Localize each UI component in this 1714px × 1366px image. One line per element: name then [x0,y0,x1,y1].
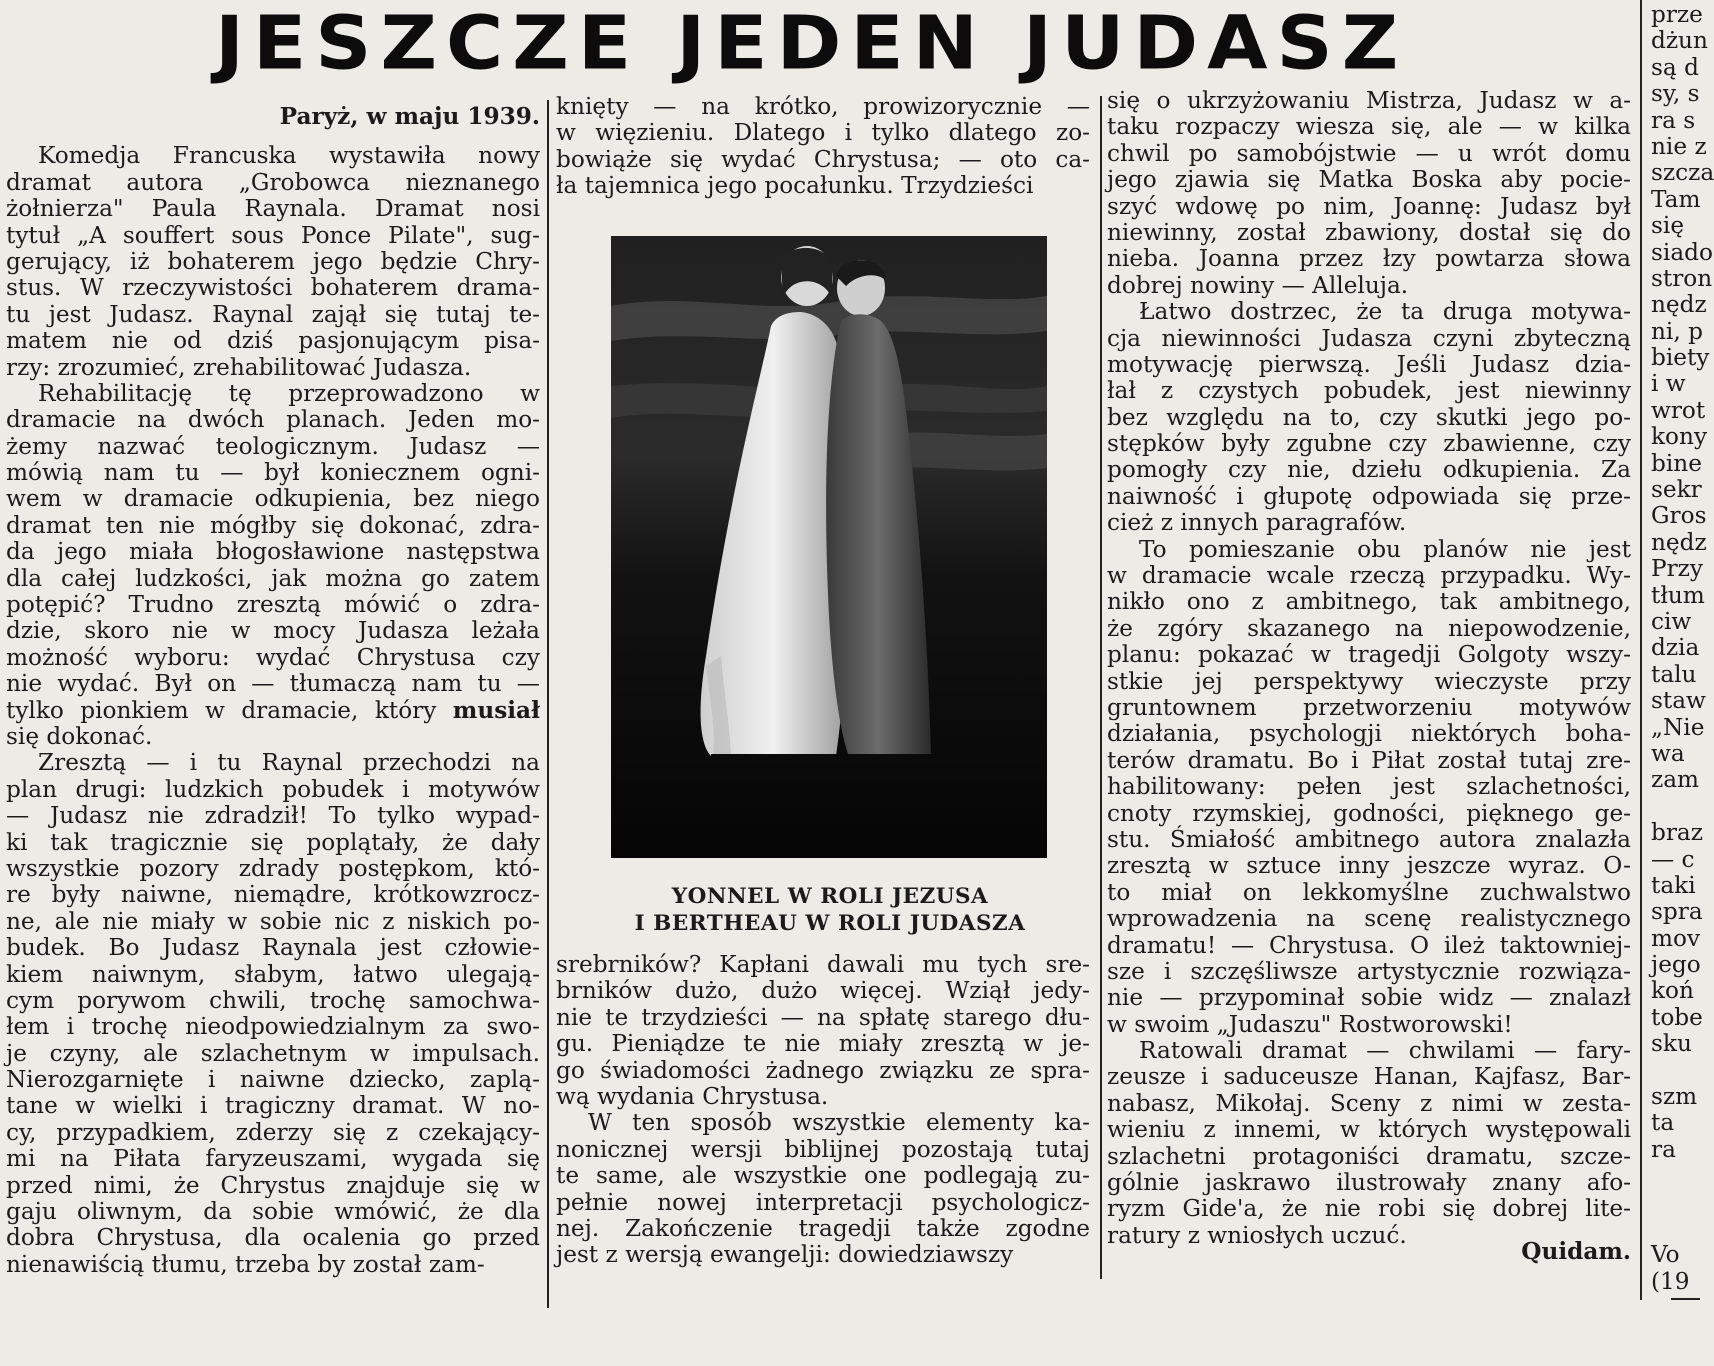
text-line: tłum [1651,581,1705,609]
text-line: gerujący, iż bohaterem jego będzie Chry- [6,247,540,275]
text-line: stkie jej perspektywy wieczyste przy [1107,667,1631,695]
headline: JESZCZE JEDEN JUDASZ [215,0,1408,87]
text-line: to miał on lekkomyślne zuchwalstwo [1107,878,1631,906]
text-line: nędz [1651,291,1707,319]
text-line: kony [1651,423,1708,451]
text-line: ne, ale nie miały w sobie nic z niskich po- [6,907,540,935]
text-line: szm [1651,1083,1698,1111]
text-line: się dokonać. [6,722,153,750]
text-line: tane w wielki i tragiczny dramat. W no- [6,1092,540,1120]
text-line: plan drugi: ludzkich pobudek i motywów [6,775,540,803]
text-line: sekr [1651,476,1702,504]
text-line: bine [1651,449,1702,477]
text-line: wą wydania Chrystusa. [556,1082,829,1110]
text-line: sy, s [1651,80,1700,108]
text-line: szcza [1651,159,1714,187]
text-line: wrot [1651,396,1706,424]
text-line: i w [1651,370,1686,398]
text-line: Gros [1651,502,1707,530]
text-line: pełnie nowej interpretacji psychologicz- [556,1188,1090,1216]
text-line: braz [1651,819,1703,847]
text-line: taku rozpaczy wiesza się, ale — w kilka [1107,113,1631,141]
text-line: matem nie od dziś pasjonującym pisa- [6,327,540,355]
text-line: nej. Zakończenie tragedji także zgodne [556,1214,1090,1242]
text-line: je czyny, ale szlachetnym w impulsach. [6,1039,540,1067]
text-line: ki tak tragicznie się poplątały, że dały [6,828,540,856]
text-line: się [1651,212,1685,240]
text-line: wa [1651,739,1685,767]
text-line: — c [1651,845,1695,873]
text-line: Zresztą — i tu Raynal przechodzi na [38,749,540,777]
text-line [1651,1190,1711,1216]
text-line: cnoty rzymskiej, godności, pięknego ge- [1107,799,1631,827]
text-line: działania, psychologji niektórych boha- [1107,720,1631,748]
text-line: jego zjawia się Matka Boska aby pocie- [1107,166,1631,194]
text-line: prze [1651,1,1703,28]
text-line: jego [1651,951,1701,979]
text-line: Tam [1651,185,1701,213]
text-line: nie wydać. Był on — tłumaczą nam tu — [6,670,540,698]
text-line: jest z wersją ewangelji: dowiedziawszy [556,1241,1014,1269]
stage-photo [611,236,1047,858]
text-line: stron [1651,264,1713,292]
column-end-rule [1671,1298,1700,1300]
article-column-2-top [556,94,1090,200]
text-line: te same, ale wszystkie one podlegają zu- [556,1162,1090,1190]
text-line [1651,1216,1711,1242]
text-line: Nierozgarnięte i naiwne dziecko, zaplą- [6,1066,540,1094]
text-line: rzy: zrozumieć, zrehabilitować Judasza. [6,353,472,381]
text-line: To pomieszanie obu planów nie jest [1139,535,1631,563]
text-line: gu. Pieniądze te nie miały zresztą w je- [556,1030,1090,1058]
text-line: nie te trzydzieści — na spłatę starego dłu- [556,1003,1090,1031]
article-column-2-bottom [556,952,1090,1269]
text-line: ryzm Gide'a, że nie robi się dobrej lite- [1107,1195,1631,1223]
text-line: mi na Piłata faryzeuszami, wygada się [6,1145,540,1173]
caption-line: I BERTHEAU W ROLI JUDASZA [634,911,1026,936]
text-line: przed nimi, że Chrystus znajduje się w [6,1171,540,1199]
text-line: Vo [1651,1241,1680,1269]
text-line: cym porywom chwili, trochę samochwa- [6,986,540,1014]
text-line: w swoim „Judaszu" Rostworowski! [1107,1010,1513,1038]
text-line: ciw [1651,607,1692,635]
text-line: srebrników? Kapłani dawali mu tych sre- [556,951,1090,978]
article-column-4-clipped [1651,1,1714,1295]
text-line: „Nie [1651,713,1705,741]
text-line: dramatu! — Chrystusa. O ileż taktowniej- [1107,931,1631,959]
text-line: nabasz, Mikołaj. Sceny z nimi w zesta- [1107,1089,1631,1117]
text-line: w więzieniu. Dlatego i tylko dlatego zo- [556,119,1090,147]
text-line: mov [1651,924,1701,952]
text-line: szlachetni protagoniści dramatu, szcze- [1107,1142,1631,1170]
text-line: bez względu na to, czy skutki jego po- [1107,403,1631,431]
photo-caption [590,883,1070,937]
text-line: knięty — na krótko, prowizorycznie — [556,93,1090,120]
text-line: są d [1651,53,1699,81]
text-line: potępić? Trudno zresztą mówić o zdra- [6,591,540,619]
text-line: łał z czystych pobudek, jest niewinny [1107,377,1631,405]
text-line: możność wyboru: wydać Chrystusa czy [6,643,540,671]
text-line: cy, przypadkiem, zderzy się z czekający- [6,1118,540,1146]
text-line: koń [1651,977,1694,1005]
text-line: dramat ten nie mógłby się dokonać, zdra- [6,511,540,539]
text-line: żołnierza" Paula Raynala. Dramat nosi [6,195,540,223]
text-line: dobrej nowiny — Alleluja. [1107,271,1409,299]
text-line: dobra Chrystusa, dla ocalenia go przed [6,1224,540,1252]
text-line: tylko pionkiem w dramacie, który musiał [6,696,540,724]
text-line: łem i trochę nieodpowiedzialnym za swo- [6,1013,540,1041]
text-line: habilitowany: pełen jest szlachetności, [1107,773,1631,801]
text-line: ra s [1651,106,1696,134]
text-line: zresztą w sztuce inny jeszcze wyraz. O- [1107,852,1631,880]
text-line: nieba. Joanna przez łzy powtarza słowa [1107,245,1631,273]
text-line: naiwność i głupotę odpowiada się prze- [1107,482,1631,510]
text-line: tytuł „A souffert sous Ponce Pilate", sug- [6,221,540,249]
text-line: tu jest Judasz. Raynal zajął się tutaj te- [6,300,540,328]
text-line: sku [1651,1030,1692,1058]
caption-line: YONNEL W ROLI JEZUSA [671,884,989,909]
text-line: Przy [1651,555,1704,583]
text-line: niewinny, został zbawiony, dostał się do [1107,218,1631,246]
text-line: dramat autora „Grobowca nieznanego [6,168,540,196]
text-line: nonicznej wersji biblijnej pozostają tutaj [556,1135,1090,1163]
text-line: budek. Bo Judasz Raynala jest człowie- [6,934,540,962]
text-line: Łatwo dostrzec, że ta druga motywa- [1139,298,1631,326]
text-line: siado [1651,238,1713,266]
text-line: zeusze i saduceusze Hanan, Kajfasz, Bar- [1107,1063,1631,1091]
text-line: wprowadzenia na scenę realistycznego [1107,905,1631,933]
text-line: terów dramatu. Bo i Piłat został tutaj zre- [1107,746,1631,774]
text-line: spra [1651,898,1703,926]
photo-illustration [611,236,1047,858]
text-line: stus. W rzeczywistości bohaterem drama- [6,274,540,302]
text-line: ra [1651,1135,1676,1163]
text-line: dzia [1651,634,1700,662]
text-line: gólnie jaskrawo ilustrowały znany afo- [1107,1169,1631,1197]
column-rule [547,100,549,1308]
text-line: dzie, skoro nie w mocy Judasza leżała [6,617,540,645]
text-line: ratury z wniosłych uczuć. [1107,1221,1407,1249]
text-line: wieniu z innemi, w których występowali [1107,1116,1631,1144]
text-line: cja niewinności Judasza czyni zbyteczną [1107,324,1631,352]
text-line: planu: pokazać w tragedji Golgoty wszy- [1107,641,1631,669]
text-line [1651,1058,1711,1084]
text-line: re były naiwne, niemądre, krótkowzrocz- [6,881,540,909]
text-line: pomogły czy nie, dziełu odkupienia. Za [1107,456,1631,484]
text-line: nie z [1651,132,1707,160]
text-line: zam [1651,766,1700,794]
text-line: Ratowali dramat — chwilami — fary- [1139,1037,1631,1065]
text-line: dla całej ludzkości, jak można go zatem [6,564,540,592]
text-line: da jego miała błogosławione następstwa [6,538,540,566]
text-line: W ten sposób wszystkie elementy ka- [588,1109,1090,1137]
text-line: gruntownem przetworzeniu motywów [1107,693,1631,721]
text-line: brników dużo, dużo więcej. Wziął jedy- [556,977,1090,1005]
text-line: chwil po samobójstwie — u wrót domu [1107,139,1631,167]
text-line: wszystkie pozory zdrady postępkom, któ- [6,854,540,882]
text-line: nie — przypominał sobie widz — znalazł [1107,984,1631,1012]
text-line: dżun [1651,27,1708,55]
dateline: Paryż, w maju 1939. [279,103,540,130]
text-line: cież z innych paragrafów. [1107,509,1407,537]
text-line: stępków były zgubne czy zbawienne, czy [1107,430,1631,458]
text-line: motywację pierwszą. Jeśli Judasz dzia- [1107,350,1631,378]
text-line: w dramacie wcale rzeczą przypadku. Wy- [1107,562,1631,590]
text-line: biety [1651,344,1710,372]
text-line: się o ukrzyżowaniu Mistrza, Judasz w a- [1107,87,1631,114]
text-line: że zgóry skazanego na niepowodzenie, [1107,614,1631,642]
signature-block [1107,1239,1631,1265]
text-line: stu. Śmiałość ambitnego autora znalazła [1107,825,1631,853]
column-rule [1640,0,1642,1300]
text-line: szyć wdowę po nim, Joannę: Judasz był [1107,192,1631,220]
text-line [1651,1163,1711,1189]
column-rule [1100,96,1102,1279]
text-line: — Judasz nie zdradził! To tylko wypad- [6,802,540,830]
text-line: gaju oliwnym, da sobie wmówić, że dla [6,1198,540,1226]
text-line: staw [1651,687,1706,715]
text-line: ni, p [1651,317,1703,345]
text-line: bowiąże się wydać Chrystusa; — oto ca- [556,145,1090,173]
article-column-3 [1107,88,1631,1249]
text-line: nienawiścią tłumu, trzeba by został zam- [6,1250,485,1278]
text-line [1651,794,1711,820]
text-line: taki [1651,871,1696,899]
text-line: talu [1651,660,1697,688]
text-line: wem w dramacie odkupienia, bez niego [6,485,540,513]
text-line: Rehabilitację tę przeprowadzono w [38,379,540,407]
text-line: tobe [1651,1003,1703,1031]
text-line: (19 [1651,1267,1690,1295]
text-line: ła tajemnica jego pocałunku. Trzydzieści [556,172,1034,200]
text-line: ta [1651,1109,1675,1137]
text-line: kiem naiwnym, słabym, łatwo ulegają- [6,960,540,988]
text-line: mówią nam tu — był koniecznem ogni- [6,459,540,487]
text-line: sze i szczęśliwsze artystycznie rozwiąza- [1107,957,1631,985]
text-line: żemy nazwać teologicznym. Judasz — [6,432,540,460]
article-column-1 [6,104,540,1278]
text-line: dramacie na dwóch planach. Jeden mo- [6,406,540,434]
text-line: nędz [1651,528,1707,556]
text-line: nikło ono z ambitnego, tak ambitnego, [1107,588,1631,616]
text-line: go świadomości żadnego związku ze spra- [556,1056,1090,1084]
text-line: Komedja Francuska wystawiła nowy [38,142,540,170]
signature: Quidam. [1521,1238,1631,1265]
